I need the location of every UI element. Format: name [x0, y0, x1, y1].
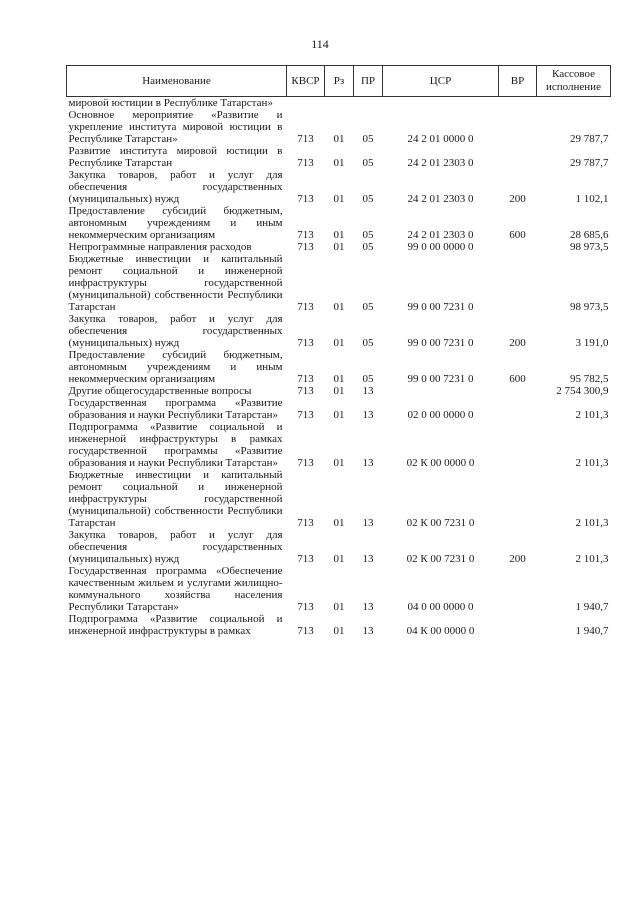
cell-csr: 99 0 00 7231 0 — [407, 373, 474, 385]
cell-csr: 02 К 00 7231 0 — [406, 517, 475, 529]
cell-vr — [499, 421, 537, 469]
cell-name: Бюджетные инвестиции и капитальный ремонт социальной и инженерной инфраструктуры государственной (муниципальной) собственности Республики Татарстан — [68, 469, 283, 529]
cell-csr — [383, 97, 499, 110]
cell-vr — [499, 97, 537, 110]
header-pr: ПР — [354, 66, 383, 97]
cell-rz: 01 — [333, 457, 345, 469]
cell-kvsr: 713 — [297, 601, 314, 613]
budget-table — [66, 65, 611, 637]
cell-kas: 95 782,5 — [570, 373, 609, 385]
cell-vr: 200 — [509, 553, 526, 565]
table-row — [67, 397, 611, 421]
cell-kvsr: 713 — [297, 157, 314, 169]
cell-kas: 2 754 300,9 — [556, 385, 609, 397]
cell-name: Государственная программа «Обеспечение качественным жильем и услугами жилищно-коммунального хозяйства населения Республики Татарстан» — [68, 565, 283, 613]
cell-csr: 99 0 00 7231 0 — [407, 301, 474, 313]
cell-pr: 13 — [362, 457, 374, 469]
cell-csr: 02 0 00 0000 0 — [407, 409, 474, 421]
table-row — [67, 169, 611, 205]
cell-kas: 1 940,7 — [575, 601, 609, 613]
cell-name: Подпрограмма «Развитие социальной и инженерной инфраструктуры в рамках — [68, 613, 283, 637]
cell-kvsr: 713 — [297, 457, 314, 469]
cell-pr: 13 — [362, 601, 374, 613]
cell-kvsr: 713 — [297, 133, 314, 145]
cell-vr: 600 — [509, 373, 526, 385]
cell-kvsr: 713 — [297, 409, 314, 421]
cell-rz: 01 — [333, 301, 345, 313]
cell-pr: 05 — [362, 229, 374, 241]
cell-pr: 13 — [362, 409, 374, 421]
cell-kas: 2 101,3 — [575, 553, 609, 565]
cell-rz: 01 — [333, 373, 345, 385]
header-kas: Кассовое исполнение — [537, 66, 611, 97]
table-row — [67, 253, 611, 313]
table-row — [67, 241, 611, 253]
header-csr: ЦСР — [383, 66, 499, 97]
cell-pr: 13 — [362, 517, 374, 529]
cell-kas: 2 101,3 — [575, 457, 609, 469]
cell-kas: 1 102,1 — [575, 193, 609, 205]
cell-csr: 24 2 01 0000 0 — [407, 133, 474, 145]
cell-vr — [499, 565, 537, 613]
cell-kvsr: 713 — [297, 385, 314, 397]
cell-vr: 600 — [509, 229, 526, 241]
cell-vr — [499, 253, 537, 313]
cell-vr — [499, 613, 537, 637]
cell-name: Развитие института мировой юстиции в Республике Татарстан — [68, 145, 283, 169]
cell-name: Непрограммные направления расходов — [68, 241, 252, 253]
cell-kas: 3 191,0 — [575, 337, 609, 349]
cell-rz: 01 — [333, 133, 345, 145]
cell-csr: 99 0 00 0000 0 — [407, 241, 474, 253]
table-row — [67, 109, 611, 145]
table-row — [67, 529, 611, 565]
cell-kvsr: 713 — [297, 337, 314, 349]
cell-csr: 04 К 00 0000 0 — [406, 625, 475, 637]
cell-kas: 28 685,6 — [570, 229, 609, 241]
cell-vr: 200 — [509, 337, 526, 349]
table-row — [67, 385, 611, 397]
cell-vr — [499, 241, 537, 253]
cell-rz: 01 — [333, 157, 345, 169]
cell-vr — [499, 109, 537, 145]
cell-rz — [325, 97, 354, 110]
table-row — [67, 565, 611, 613]
cell-vr — [499, 469, 537, 529]
cell-name: Основное мероприятие «Развитие и укрепление института мировой юстиции в Республике Татарстан» — [68, 109, 283, 145]
cell-pr: 13 — [362, 625, 374, 637]
page-number: 114 — [311, 37, 329, 51]
cell-rz: 01 — [333, 553, 345, 565]
table-row — [67, 205, 611, 241]
cell-name: Закупка товаров, работ и услуг для обеспечения государственных (муниципальных) нужд — [68, 169, 283, 205]
cell-pr: 05 — [362, 193, 374, 205]
cell-csr: 24 2 01 2303 0 — [407, 193, 474, 205]
cell-kas: 98 973,5 — [570, 301, 609, 313]
header-rz: Рз — [325, 66, 354, 97]
cell-kvsr: 713 — [297, 373, 314, 385]
cell-name: Подпрограмма «Развитие социальной и инженерной инфраструктуры в рамках государственной программы «Развитие образования и науки Республики Татарстан» — [68, 421, 283, 469]
cell-kas: 29 787,7 — [570, 133, 609, 145]
cell-pr: 13 — [362, 553, 374, 565]
cell-name: Государственная программа «Развитие образования и науки Республики Татарстан» — [68, 397, 283, 421]
cell-pr: 05 — [362, 157, 374, 169]
table-body — [67, 97, 611, 638]
cell-name: Другие общегосударственные вопросы — [68, 385, 252, 397]
cell-rz: 01 — [333, 601, 345, 613]
cell-pr — [354, 97, 383, 110]
cell-kas: 2 101,3 — [575, 517, 609, 529]
cell-kas: 1 940,7 — [575, 625, 609, 637]
cell-rz: 01 — [333, 193, 345, 205]
cell-name: Предоставление субсидий бюджетным, автономным учреждениям и иным некоммерческим организациям — [68, 205, 283, 241]
cell-name: Закупка товаров, работ и услуг для обеспечения государственных (муниципальных) нужд — [68, 529, 283, 565]
cell-csr: 04 0 00 0000 0 — [407, 601, 474, 613]
cell-csr — [383, 385, 499, 397]
cell-vr — [499, 385, 537, 397]
table-row — [67, 97, 611, 110]
cell-rz: 01 — [333, 409, 345, 421]
cell-csr: 02 К 00 0000 0 — [406, 457, 475, 469]
cell-kas: 2 101,3 — [575, 409, 609, 421]
cell-pr: 13 — [362, 385, 374, 397]
cell-pr: 05 — [362, 373, 374, 385]
cell-rz: 01 — [333, 229, 345, 241]
cell-csr: 24 2 01 2303 0 — [407, 229, 474, 241]
cell-pr: 05 — [362, 301, 374, 313]
cell-kas: 29 787,7 — [570, 157, 609, 169]
cell-csr: 24 2 01 2303 0 — [407, 157, 474, 169]
cell-rz: 01 — [333, 241, 345, 253]
cell-name: Закупка товаров, работ и услуг для обеспечения государственных (муниципальных) нужд — [68, 313, 283, 349]
cell-pr: 05 — [362, 133, 374, 145]
cell-name: мировой юстиции в Республике Татарстан» — [68, 97, 273, 109]
cell-kvsr: 713 — [297, 553, 314, 565]
table-row — [67, 421, 611, 469]
table-row — [67, 613, 611, 637]
table-row — [67, 145, 611, 169]
cell-pr: 05 — [362, 241, 374, 253]
cell-rz: 01 — [333, 385, 345, 397]
cell-kvsr: 713 — [297, 625, 314, 637]
cell-kas: 98 973,5 — [570, 241, 609, 253]
cell-rz: 01 — [333, 517, 345, 529]
cell-kas — [537, 97, 611, 110]
cell-kvsr: 713 — [297, 193, 314, 205]
cell-csr: 02 К 00 7231 0 — [406, 553, 475, 565]
cell-rz: 01 — [333, 337, 345, 349]
header-kvsr: КВСР — [287, 66, 325, 97]
cell-kvsr: 713 — [297, 241, 314, 253]
table-row — [67, 349, 611, 385]
table-row — [67, 469, 611, 529]
table-header — [67, 66, 611, 97]
cell-name: Бюджетные инвестиции и капитальный ремонт социальной и инженерной инфраструктуры государственной (муниципальной) собственности Республики Татарстан — [68, 253, 283, 313]
header-name: Наименование — [67, 66, 287, 97]
cell-kvsr: 713 — [297, 517, 314, 529]
header-vr: ВР — [499, 66, 537, 97]
cell-vr: 200 — [509, 193, 526, 205]
cell-rz: 01 — [333, 625, 345, 637]
table-row — [67, 313, 611, 349]
cell-vr — [499, 397, 537, 421]
cell-kvsr — [287, 97, 325, 110]
cell-pr: 05 — [362, 337, 374, 349]
cell-kvsr: 713 — [297, 301, 314, 313]
cell-csr: 99 0 00 7231 0 — [407, 337, 474, 349]
cell-name: Предоставление субсидий бюджетным, автономным учреждениям и иным некоммерческим организациям — [68, 349, 283, 385]
cell-vr — [499, 145, 537, 169]
cell-kvsr: 713 — [297, 229, 314, 241]
